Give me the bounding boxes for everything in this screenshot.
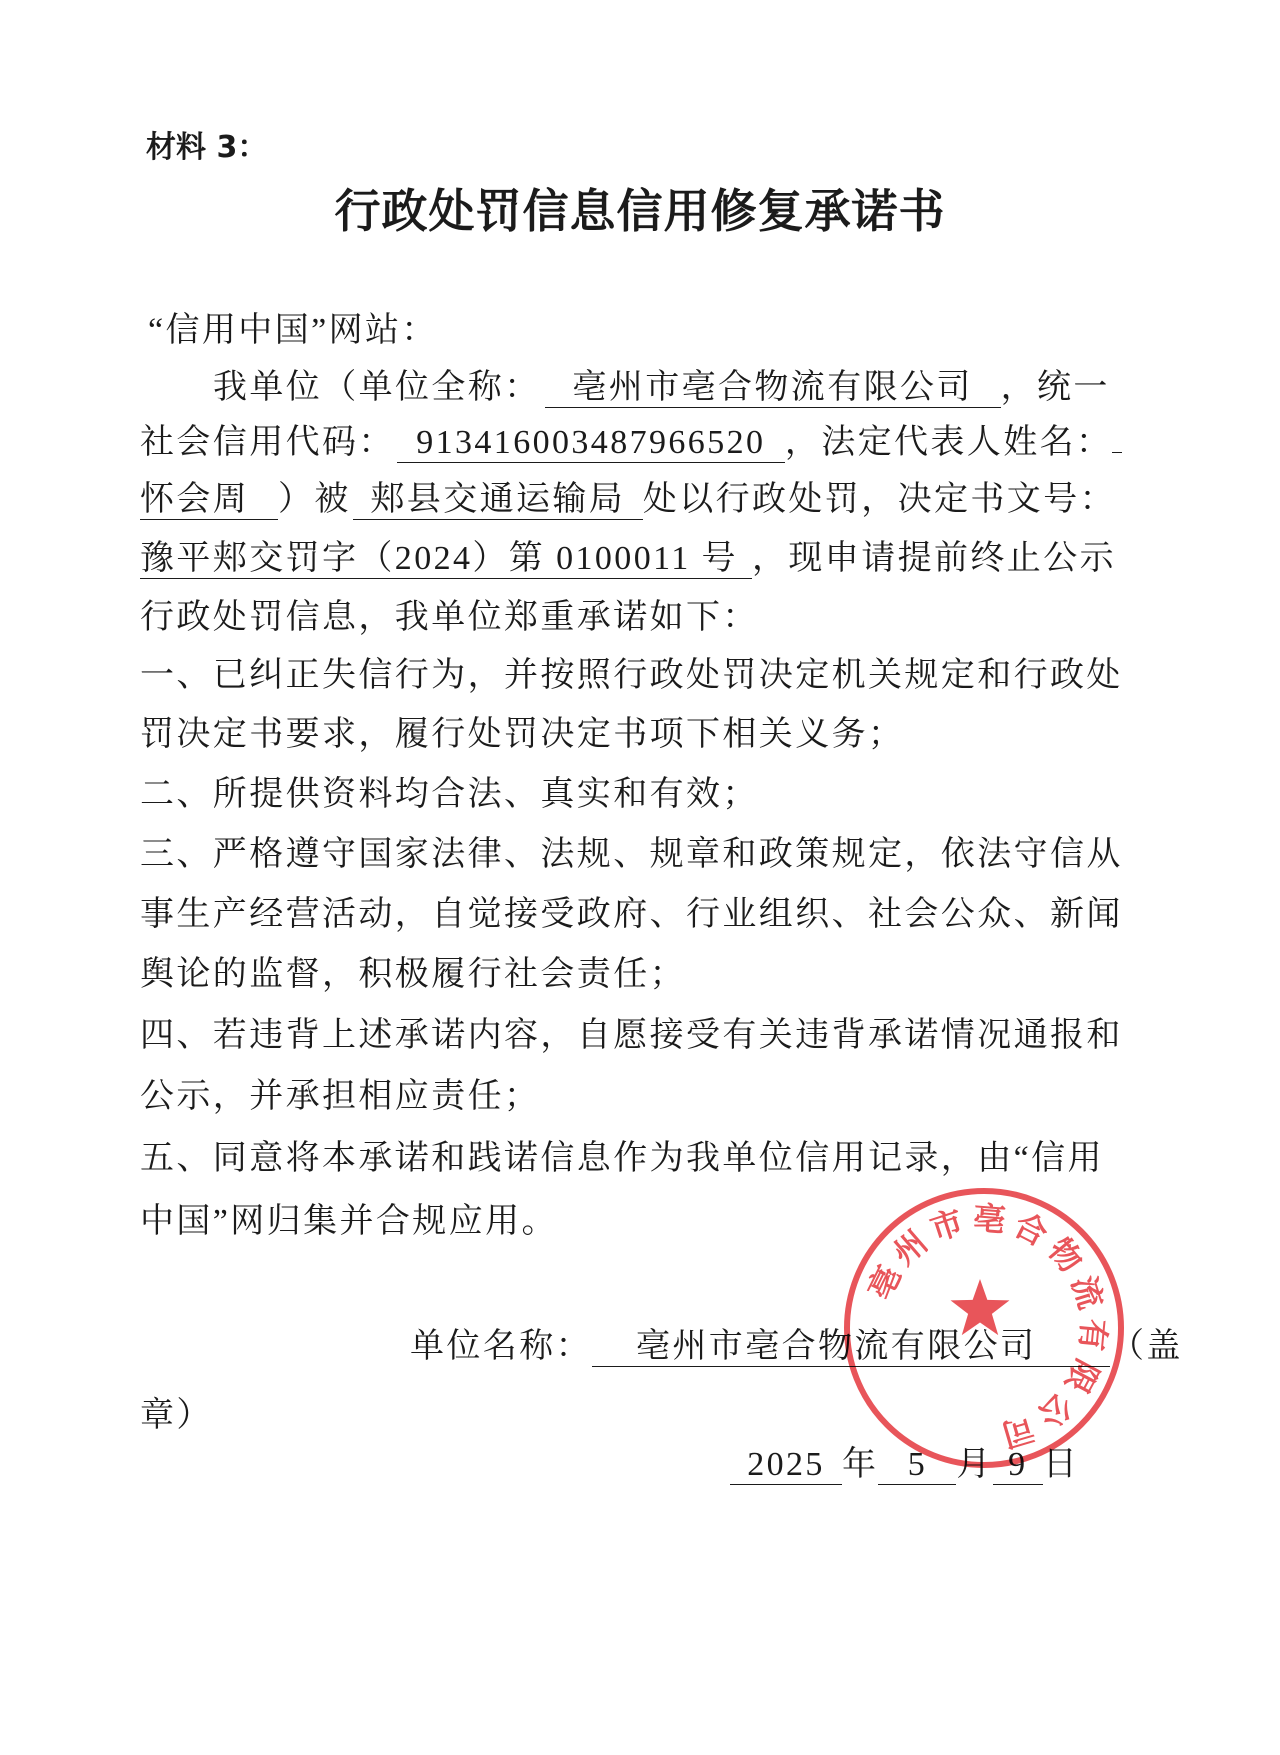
seal-note-open: （盖 bbox=[1110, 1328, 1183, 1365]
date-year-field: 2025 bbox=[730, 1446, 842, 1485]
penalty-authority-field: 郏县交通运输局 bbox=[353, 481, 643, 520]
legal-representative-field-start bbox=[1112, 452, 1122, 453]
seal-text-path: 亳州市亳合物流有限公司 bbox=[860, 1198, 1114, 1457]
declaration-text: ，统一 bbox=[1000, 369, 1110, 406]
seal-star-icon bbox=[951, 1279, 1010, 1335]
declaration-line-3 bbox=[140, 478, 1116, 522]
commitment-line: 中国”网归集并合规应用。 bbox=[140, 1203, 558, 1240]
declaration-text: ，现申请提前终止公示 bbox=[752, 540, 1116, 577]
declaration-line-1 bbox=[213, 366, 1110, 410]
material-label: 材料 3： bbox=[146, 130, 268, 165]
commitment-line: 舆论的监督，积极履行社会责任； bbox=[140, 956, 686, 993]
date-day-unit: 日 bbox=[1042, 1446, 1080, 1483]
declaration-line-4 bbox=[140, 537, 1116, 581]
signature-label: 单位名称： bbox=[410, 1328, 592, 1365]
commitment-line: 三、严格遵守国家法律、法规、规章和政策规定，依法守信从 bbox=[140, 836, 1123, 873]
commitment-line: 五、同意将本承诺和践诺信息作为我单位信用记录，由“信用 bbox=[140, 1140, 1104, 1177]
decision-number-field: 豫平郏交罚字（2024）第 0100011 号 bbox=[140, 540, 752, 579]
commitment-line: 事生产经营活动，自觉接受政府、行业组织、社会公众、新闻 bbox=[140, 896, 1123, 933]
date-month-unit: 月 bbox=[956, 1446, 993, 1483]
date-year-unit: 年 bbox=[842, 1446, 879, 1483]
commitment-line: 二、所提供资料均合法、真实和有效； bbox=[140, 776, 759, 813]
declaration-line-2 bbox=[140, 421, 1122, 465]
declaration-text: ，法定代表人姓名： bbox=[784, 424, 1113, 461]
seal-text bbox=[861, 1199, 1114, 1456]
date-month-field: 5 bbox=[878, 1446, 956, 1485]
seal-note-close: 章） bbox=[140, 1397, 213, 1434]
declaration-text: 社会信用代码： bbox=[140, 424, 395, 461]
commitment-line: 公示，并承担相应责任； bbox=[140, 1078, 541, 1115]
document-title: 行政处罚信息信用修复承诺书 bbox=[334, 184, 946, 238]
commitment-line: 罚决定书要求，履行处罚决定书项下相关义务； bbox=[140, 716, 905, 753]
credit-code-field: 913416003487966520 bbox=[397, 424, 785, 463]
declaration-text: 我单位（单位全称： bbox=[213, 369, 541, 406]
declaration-text: 处以行政处罚，决定书文号： bbox=[642, 481, 1117, 518]
declaration-line-5: 行政处罚信息，我单位郑重承诺如下： bbox=[140, 599, 759, 636]
commitment-line: 一、已纠正失信行为，并按照行政处罚决定机关规定和行政处 bbox=[140, 657, 1123, 694]
date-day-field: 9 bbox=[993, 1446, 1043, 1485]
salutation: “信用中国”网站： bbox=[148, 312, 438, 349]
legal-representative-field: 怀会周 bbox=[140, 481, 278, 520]
company-seal bbox=[842, 1186, 1126, 1470]
company-name-field: 亳州市亳合物流有限公司 bbox=[545, 369, 1001, 408]
signature-company-field: 亳州市亳合物流有限公司 bbox=[592, 1328, 1110, 1367]
declaration-text: ）被 bbox=[278, 481, 351, 518]
commitment-line: 四、若违背上述承诺内容，自愿接受有关违背承诺情况通报和 bbox=[140, 1017, 1123, 1054]
